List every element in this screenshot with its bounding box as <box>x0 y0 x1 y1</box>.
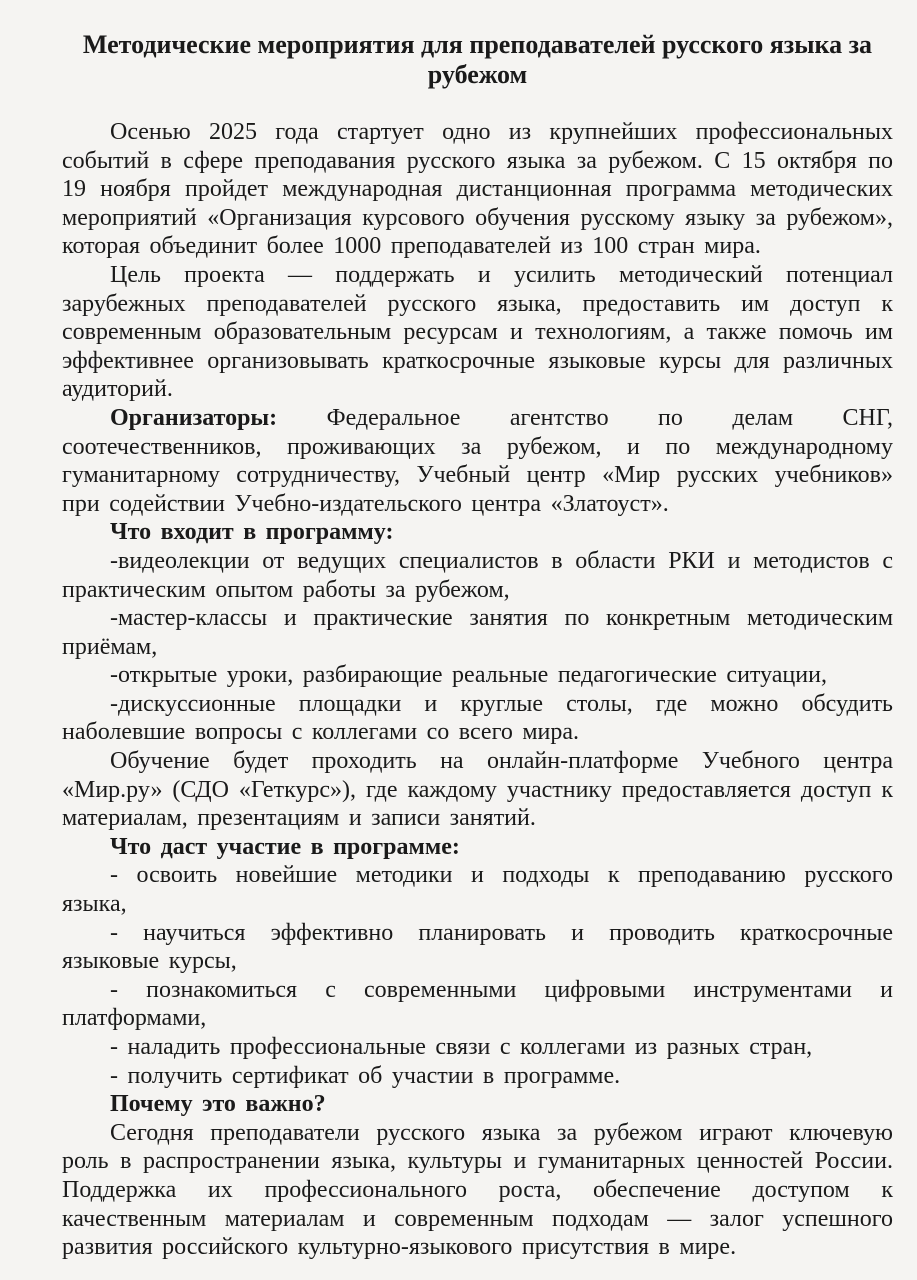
heading-program-contents: Что входит в программу: <box>110 519 394 546</box>
paragraph-goal: Цель проекта — поддержать и усилить методический потенциал зарубежных преподавателей русского языка, предоставить им доступ к современным образовательным ресурсам и технологиям, а также помочь им эффективнее организовывать краткосрочные языковые курсы для различных аудиторий. <box>62 261 893 403</box>
paragraph-importance: Сегодня преподаватели русского языка за рубежом играют ключевую роль в распространении языка, культуры и гуманитарных ценностей России. Поддержка их профессионального роста, обеспечение доступом к качественным материалам и современным подходам — залог успешного развития российского культурно-языкового присутствия в мире. <box>62 1119 893 1261</box>
list-item-open-lessons: -открытые уроки, разбирающие реальные педагогические ситуации, <box>110 662 827 689</box>
list-item-certificate: - получить сертификат об участии в программе. <box>110 1062 621 1089</box>
heading-why-important: Почему это важно? <box>110 1091 326 1118</box>
document-title <box>62 30 893 89</box>
list-item-master-classes: -мастер-классы и практические занятия по конкретным методическим приёмам, <box>62 605 893 660</box>
title-line-2: рубежом <box>427 59 528 89</box>
heading-program-benefits: Что даст участие в программе: <box>110 833 460 860</box>
organizers-text: Федеральное агентство по делам СНГ, соотечественников, проживающих за рубежом, и по международному гуманитарному сотрудничеству, Учебный центр «Мир русских учебников» при содействии Учебно-издательского центра «Златоуст». <box>62 404 893 517</box>
list-item-methods: - освоить новейшие методики и подходы к преподаванию русского языка, <box>62 862 893 918</box>
paragraph-platform: Обучение будет проходить на онлайн-платформе Учебного центра «Мир.ру» (СДО «Геткурс»), где каждому участнику предоставляется доступ к материалам, презентациям и записи занятий. <box>62 748 893 832</box>
list-item-planning: - научиться эффективно планировать и проводить краткосрочные языковые курсы, <box>62 919 893 975</box>
paragraph-organizers <box>62 404 893 518</box>
list-item-video-lectures: -видеолекции от ведущих специалистов в области РКИ и методистов с практическим опытом работы за рубежом, <box>62 547 893 603</box>
list-item-networking: - наладить профессиональные связи с коллегами из разных стран, <box>110 1034 813 1060</box>
list-item-discussion-platforms: -дискуссионные площадки и круглые столы, где можно обсудить наболевшие вопросы с коллегами со всего мира. <box>62 690 893 746</box>
paragraph-announcement: Осенью 2025 года стартует одно из крупнейших профессиональных событий в сфере преподавания русского языка за рубежом. С 15 октября по 19 ноября пройдет международная дистанционная программа методических мероприятий «Организация курсового обучения русскому языку за рубежом», которая объединит более 1000 преподавателей из 100 стран мира. <box>62 119 893 260</box>
list-item-digital-tools: - познакомиться с современными цифровыми инструментами и платформами, <box>62 976 893 1032</box>
title-spacer <box>62 89 893 118</box>
organizers-label: Организаторы: <box>110 404 278 431</box>
title-line-1: Методические мероприятия для преподавателей русского языка за <box>82 30 873 59</box>
